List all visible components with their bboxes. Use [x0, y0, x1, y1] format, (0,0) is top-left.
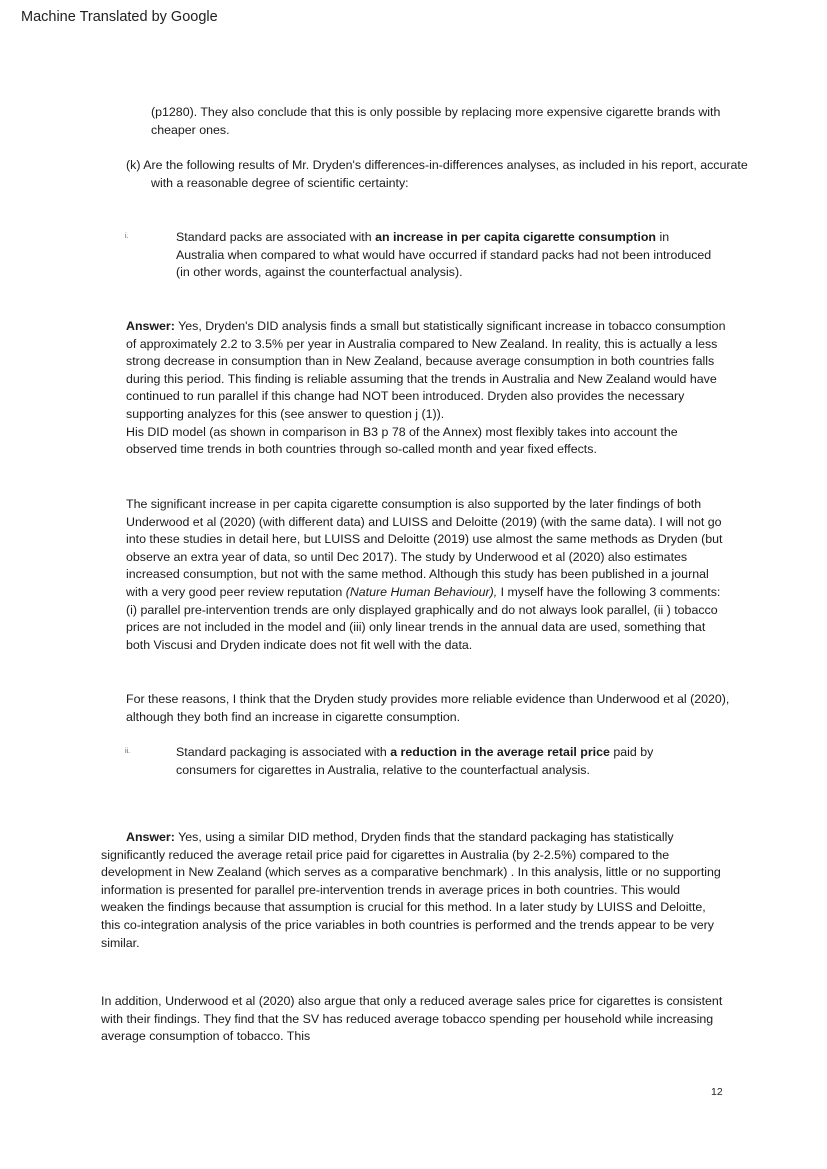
- paragraph-reasons: For these reasons, I think that the Dryden study provides more reliable evidence than Underwood et al (2020), although they both find an increase in cigarette consumption.: [126, 692, 730, 724]
- paragraph-text: The significant increase in per capita cigarette consumption is also supported by the later findings of both Underwood et al (2020) (with different data) and LUISS and Deloitte (2019) (with the same data). I will not go into these studies in detail here, but LUISS and Deloitte (2019) use almost the same methods as Dryden (but observe an extra year of data, so until Dec 2017). The study by Underwood et al (2020) also estimates increased consumption, but not with the same method. Although this study has been published in a journal with a very good peer review reputation: [126, 497, 723, 599]
- list-item-ii-bold: a reduction in the average retail price: [390, 745, 610, 759]
- list-item-ii-text: Standard packaging is associated with: [176, 745, 391, 759]
- list-item-ii-text-end: paid by consumers for cigarettes in Australia, relative to the counterfactual analysis.: [176, 745, 654, 777]
- journal-name: (Nature Human Behaviour),: [345, 584, 498, 599]
- machine-translation-banner: Machine Translated by Google: [21, 9, 218, 25]
- paragraph-text-end: I myself have the following 3 comments: (i) parallel pre-intervention trends are only displayed graphically and do not always look parallel, (ii ) tobacco prices are not included in the model and (iii) only linear trends in the annual data are used, something that both Viscusi and Dryden indicate does not fit well with the data.: [126, 584, 721, 652]
- answer-i-did-model: His DID model (as shown in comparison in B3 p 78 of the Annex) most flexibly takes into account the observed time trends in both countries through so-called month and year fixed effects.: [126, 424, 678, 457]
- answer-ii-text: Yes, using a similar DID method, Dryden finds that the standard packaging has statistically significantly reduced the average retail price paid for cigarettes in Australia (by 2-2.5%) compared to the development in New Zealand (which serves as a comparative benchmark) . In this analysis, little or no supporting information is presented for parallel pre-intervention trends in average prices in both countries. This would weaken the findings because that assumption is crucial for this method. In a later study by LUISS and Deloitte, this co-integration analysis of the price variables in both countries is performed and the trends appear to be very similar.: [101, 830, 721, 950]
- list-item-ii: [176, 744, 716, 779]
- paragraph-p1280: (p1280). They also conclude that this is only possible by replacing more expensive cigarette brands with cheaper ones.: [151, 105, 721, 137]
- paragraph-in-addition: In addition, Underwood et al (2020) also argue that only a reduced average sales price for cigarettes is consistent with their findings. They find that the SV has reduced average tobacco spending per household while increasing average consumption of tobacco. This: [101, 994, 723, 1044]
- answer-i: [126, 318, 727, 459]
- page-number: 12: [711, 1086, 723, 1098]
- answer-ii: [101, 829, 721, 952]
- list-item-i-text: Standard packs are associated with: [176, 230, 376, 244]
- list-marker-i: i.: [125, 233, 129, 240]
- list-item-i-bold: an increase in per capita cigarette consumption: [375, 230, 656, 244]
- list-item-i-text-end: in Australia when compared to what would have occurred if standard packs had not been introduced (in other words, against the counterfactual analysis).: [176, 230, 712, 280]
- answer-i-text: Yes, Dryden's DID analysis finds a small but statistically significant increase in tobacco consumption of approximately 2.2 to 3.5% per year in Australia compared to New Zealand. In reality, this is actually a less strong decrease in consumption than in New Zealand, because average consumption in both countries falls during this period. This finding is reliable assuming that the trends in Australia and New Zealand would have continued to run parallel if this change had NOT been introduced. Dryden also provides the necessary supporting analyzes for this (see answer to question j (1)).: [126, 319, 726, 421]
- list-marker-ii: ii.: [125, 748, 131, 755]
- answer-label: Answer:: [126, 319, 175, 333]
- answer-label: Answer:: [126, 830, 175, 844]
- list-item-i: [176, 229, 716, 282]
- paragraph-significant-increase: [126, 496, 730, 654]
- question-k: (k) Are the following results of Mr. Dryden's differences-in-differences analyses, as included in his report, accurate with a reasonable degree of scientific certainty:: [126, 158, 748, 190]
